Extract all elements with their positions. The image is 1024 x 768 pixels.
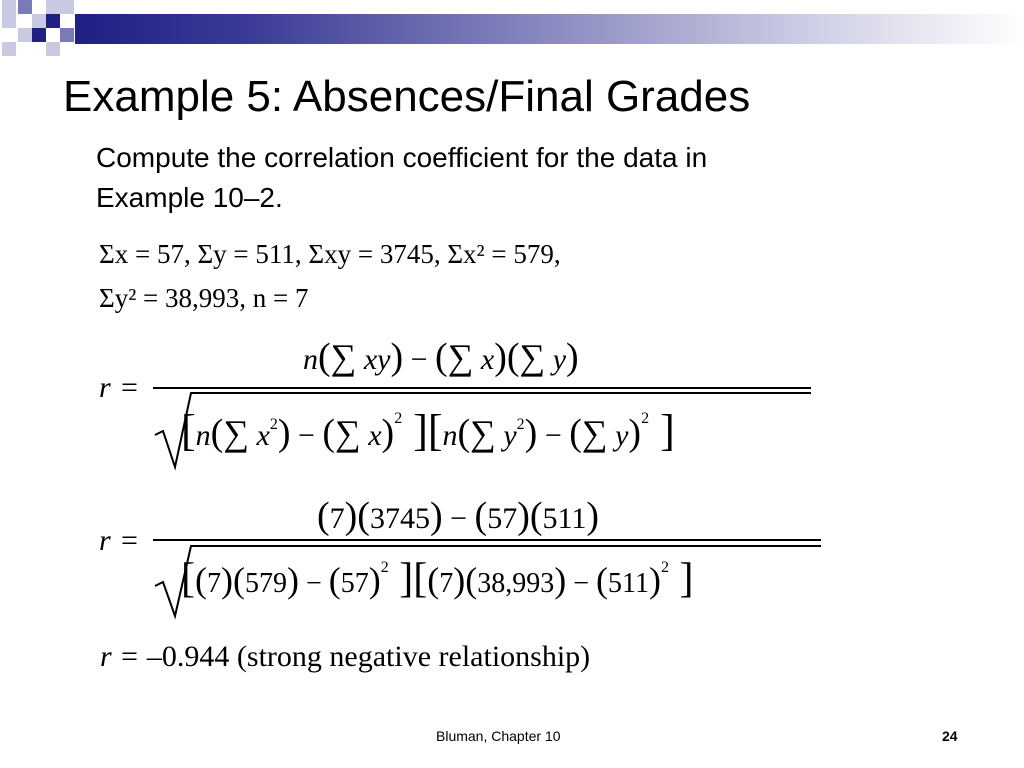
- svg-text:r: r: [99, 371, 111, 404]
- result-line: [100, 640, 590, 674]
- result-prefix: r =: [100, 640, 147, 673]
- svg-text:n(∑ xy) − (∑ x)(∑ y): n(∑ xy) − (∑ x)(∑ y): [303, 336, 579, 378]
- deco-square: [46, 0, 60, 14]
- deco-square: [2, 42, 16, 56]
- result-note: (strong negative relationship): [236, 640, 591, 673]
- subtitle-line-1: Compute the correlation coefficient for the data in: [96, 142, 708, 173]
- result-value: –0.944: [146, 640, 230, 673]
- slide-title: Example 5: Absences/Final Grades: [63, 72, 751, 121]
- deco-square: [32, 28, 46, 42]
- deco-square: [18, 28, 32, 42]
- sums-line-2: Σy² = 38,993, n = 7: [99, 283, 309, 313]
- deco-square: [2, 14, 16, 28]
- deco-square: [60, 0, 74, 14]
- given-sums: [99, 232, 561, 320]
- deco-square: [46, 42, 60, 56]
- deco-square: [32, 14, 46, 28]
- svg-text:=: =: [121, 371, 138, 404]
- header-decoration: [0, 0, 1024, 60]
- deco-square: [2, 0, 16, 14]
- svg-text:[(7)(579) − (57)2 ][(7)(38,993: [$(7)(579) - (57)^2$ ][$(7)(38,993) - (511)^2$ ]: [181, 556, 694, 602]
- slide-footer: Bluman, Chapter 10: [436, 728, 561, 744]
- deco-square: [60, 28, 74, 42]
- slide-subtitle: [96, 138, 707, 218]
- page-number: 24: [942, 728, 958, 744]
- sums-line-1: Σx = 57, Σy = 511, Σxy = 3745, Σx² = 579,: [99, 239, 561, 269]
- substituted-formula: [95, 492, 835, 622]
- header-gradient-bar: [75, 14, 1024, 44]
- svg-text:=: =: [121, 524, 138, 557]
- deco-square: [18, 0, 32, 14]
- svg-text:[n(∑ x2) − (∑ x)2 ][n(∑ y2) −: [n(∑ $x^2$) − (∑ x)$^2$ ][n(∑ $y^2$) − (∑ y)$^2$ ]: [181, 406, 675, 455]
- svg-text:(7)(3745) − (57)(511): (7)(3745) − (57)(511): [317, 495, 600, 537]
- subtitle-line-2: Example 10–2.: [96, 182, 283, 213]
- svg-text:r: r: [99, 524, 111, 557]
- deco-square: [46, 14, 60, 28]
- correlation-formula: [95, 335, 825, 475]
